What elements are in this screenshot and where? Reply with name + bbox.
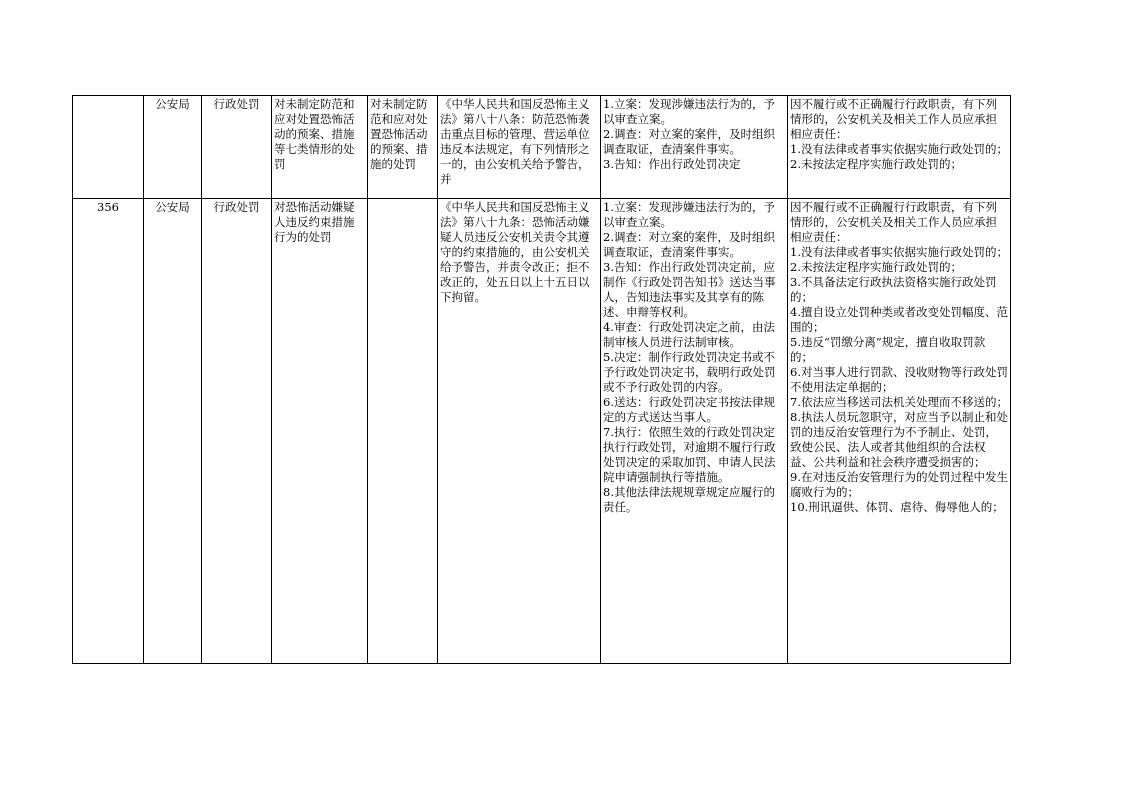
department-cell: 公安局 <box>144 199 202 664</box>
procedure-step: 1.立案：发现涉嫌违法行为的，予以审查立案。 <box>603 200 775 229</box>
liability-cell <box>788 96 1011 199</box>
liability-item: 5.违反“罚缴分离”规定，擅自收取罚款的； <box>790 335 986 364</box>
sub-item-cell <box>368 96 438 199</box>
item-number-cell: 356 <box>73 199 144 664</box>
liability-cell <box>788 199 1011 664</box>
item-name-text: 对未制定防范和应对处置恐怖活动的预案、措施等七类情形的处罚 <box>274 97 355 171</box>
liability-item: 10.刑讯逼供、体罚、虐待、侮辱他人的； <box>790 500 1004 514</box>
liability-item: 1.没有法律或者事实依据实施行政处罚的； <box>790 245 1008 259</box>
powers-table <box>72 95 1011 664</box>
liability-item: 因不履行或不正确履行行政职责，有下列情形的，公安机关及相关工作人员应承担相应责任： <box>790 200 997 244</box>
liability-item: 2.未按法定程序实施行政处罚的； <box>790 260 962 274</box>
sub-item-text: 对未制定防范和应对处置恐怖活动的预案、措施的处罚 <box>370 97 428 171</box>
liability-item: 9.在对违反治安管理行为的处罚过程中发生腐败行为的； <box>790 470 1008 499</box>
liability-item: 8.执法人员玩忽职守，对应当予以制止和处罚的违反治安管理行为不予制止、处罚，致使公民、法人或者其他组织的合法权益、公共利益和社会秩序遭受损害的； <box>790 410 1008 469</box>
item-name-cell: 对恐怖活动嫌疑人违反约束措施行为的处罚 <box>272 199 368 664</box>
procedure-step: 3.告知：作出行政处罚决定 <box>603 157 741 171</box>
liability-item: 2.未按法定程序实施行政处罚的； <box>790 157 962 171</box>
legal-basis-text: 《中华人民共和国反恐怖主义法》第八十八条：防范恐怖袭击重点目标的管理、营运单位违反本法规定，有下列情形之一的，由公安机关给予警告，并 <box>440 97 590 186</box>
procedure-step: 6.送达：行政处罚决定书按法律规定的方式送达当事人。 <box>603 395 775 424</box>
liability-item: 6.对当事人进行罚款、没收财物等行政处罚不使用法定单据的； <box>790 365 1008 394</box>
item-name-cell <box>272 96 368 199</box>
procedure-step: 2.调查：对立案的案件，及时组织调查取证，查清案件事实。 <box>603 127 775 156</box>
liability-item: 4.擅自设立处罚种类或者改变处罚幅度、范围的； <box>790 305 1008 334</box>
table-row <box>73 199 1011 664</box>
procedure-step: 2.调查：对立案的案件，及时组织调查取证，查清案件事实。 <box>603 230 775 259</box>
liability-item: 因不履行或不正确履行行政职责，有下列情形的，公安机关及相关工作人员应承担相应责任： <box>790 97 997 141</box>
sub-item-cell <box>368 199 438 664</box>
department-cell: 公安局 <box>144 96 202 199</box>
procedure-step: 8.其他法律法规规章规定应履行的责任。 <box>603 485 775 514</box>
procedure-steps-cell <box>601 96 788 199</box>
liability-item: 3.不具备法定行政执法资格实施行政处罚的； <box>790 275 997 304</box>
procedure-step: 1.立案：发现涉嫌违法行为的，予以审查立案。 <box>603 97 775 126</box>
category-cell: 行政处罚 <box>202 96 272 199</box>
procedure-step: 4.审查：行政处罚决定之前，由法制审核人员进行法制审核。 <box>603 320 775 349</box>
legal-basis-cell: 《中华人民共和国反恐怖主义法》第八十九条：恐怖活动嫌疑人员违反公安机关责令其遵守的约束措施的，由公安机关给予警告，并责令改正；拒不改正的，处五日以上十五日以下拘留。 <box>438 199 601 664</box>
liability-item: 7.依法应当移送司法机关处理而不移送的； <box>790 395 1008 409</box>
legal-basis-cell <box>438 96 601 199</box>
table-row <box>73 96 1011 199</box>
liability-item: 1.没有法律或者事实依据实施行政处罚的； <box>790 142 1008 156</box>
category-cell: 行政处罚 <box>202 199 272 664</box>
procedure-steps-cell <box>601 199 788 664</box>
item-number-cell <box>73 96 144 199</box>
procedure-step: 5.决定：制作行政处罚决定书或不予行政处罚决定书，载明行政处罚或不予行政处罚的内容。 <box>603 350 776 394</box>
procedure-step: 3.告知：作出行政处罚决定前，应制作《行政处罚告知书》送达当事人，告知违法事实及其享有的陈述、申辩等权利。 <box>603 260 776 319</box>
procedure-step: 7.执行：依照生效的行政处罚决定执行行政处罚，对逾期不履行行政处罚决定的采取加罚、申请人民法院申请强制执行等措施。 <box>603 425 776 484</box>
